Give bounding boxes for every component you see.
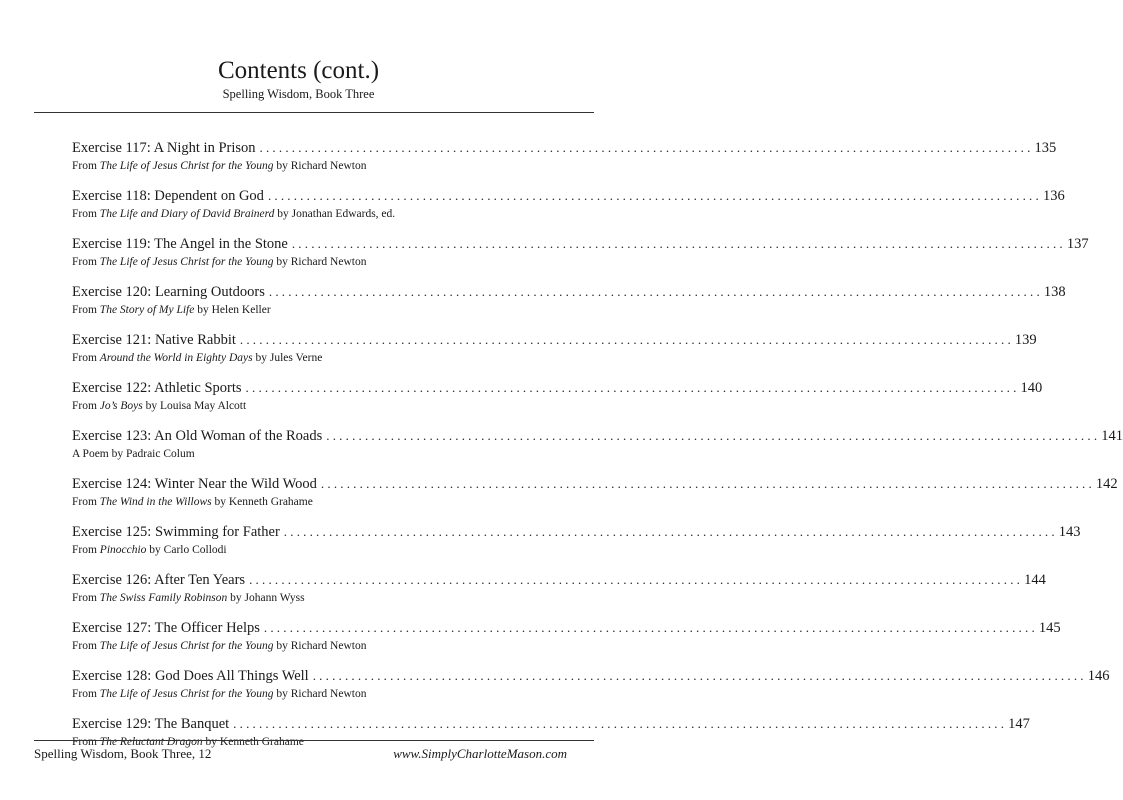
- dot-leader: ........................................................................................................................: [291, 236, 1066, 251]
- page-number: 135: [1034, 140, 1057, 156]
- source-line: [72, 543, 532, 557]
- toc-entry: [72, 668, 1110, 716]
- toc-entry: [72, 236, 1089, 284]
- dot-leader: ........................................................................................................................: [249, 572, 1024, 587]
- source-line: [72, 207, 532, 221]
- source-prefix: From: [72, 592, 100, 604]
- source-prefix: From: [72, 544, 100, 556]
- source-work-title: The Wind in the Willows: [99, 496, 212, 508]
- toc-entry-heading: [72, 716, 1030, 732]
- exercise-title: Exercise 128: God Does All Things Well: [72, 668, 309, 684]
- toc-entry: [72, 428, 1123, 476]
- footer-divider: [34, 740, 594, 741]
- source-work-title: The Reluctant Dragon: [99, 736, 203, 748]
- toc-entry: [72, 620, 1061, 668]
- dot-leader: ........................................................................................................................: [233, 716, 1008, 731]
- source-prefix: From: [72, 304, 100, 316]
- dot-leader: ........................................................................................................................: [283, 524, 1058, 539]
- exercise-title: Exercise 117: A Night in Prison: [72, 140, 256, 156]
- source-author: by Jonathan Edwards, ed.: [274, 208, 396, 220]
- toc-entry: [72, 188, 1065, 236]
- source-work-title: The Life of Jesus Christ for the Young: [99, 256, 274, 268]
- toc-entry-heading: [72, 188, 1065, 204]
- footer-website: www.SimplyCharlotteMason.com: [393, 746, 567, 761]
- toc-entry-heading: [72, 428, 1123, 444]
- toc-entry: [72, 284, 1066, 332]
- toc-entry-heading: [72, 332, 1037, 348]
- source-work-title: The Life and Diary of David Brainerd: [99, 208, 275, 220]
- source-author: by Richard Newton: [273, 160, 367, 172]
- source-prefix: From: [72, 400, 100, 412]
- source-work-title: Pinocchio: [99, 544, 147, 556]
- dot-leader: ........................................................................................................................: [259, 140, 1034, 155]
- source-prefix: From: [72, 208, 100, 220]
- toc-entry-heading: [72, 284, 1066, 300]
- page-number: 143: [1058, 524, 1081, 540]
- exercise-title: Exercise 118: Dependent on God: [72, 188, 264, 204]
- exercise-title: Exercise 121: Native Rabbit: [72, 332, 236, 348]
- source-line: [72, 639, 532, 653]
- source-prefix: From: [72, 496, 100, 508]
- exercise-title: Exercise 127: The Officer Helps: [72, 620, 260, 636]
- page-number: 140: [1020, 380, 1043, 396]
- source-work-title: Jo’s Boys: [99, 400, 143, 412]
- toc-entry-heading: [72, 620, 1061, 636]
- exercise-title: Exercise 120: Learning Outdoors: [72, 284, 265, 300]
- source-line: [72, 447, 532, 461]
- source-author: by Richard Newton: [273, 640, 367, 652]
- source-prefix: From: [72, 256, 100, 268]
- toc-entry-heading: [72, 236, 1089, 252]
- source-line: [72, 399, 532, 413]
- page-subtitle: Spelling Wisdom, Book Three: [222, 87, 375, 101]
- dot-leader: ........................................................................................................................: [268, 284, 1043, 299]
- toc-entry: [72, 140, 1057, 188]
- source-work-title: The Swiss Family Robinson: [99, 592, 228, 604]
- dot-leader: ........................................................................................................................: [267, 188, 1042, 203]
- page-number: 138: [1043, 284, 1066, 300]
- footer-page-label: Spelling Wisdom, Book Three, 12: [34, 746, 212, 761]
- source-work-title: The Life of Jesus Christ for the Young: [99, 640, 274, 652]
- dot-leader: ........................................................................................................................: [239, 332, 1014, 347]
- source-author: by Johann Wyss: [227, 592, 305, 604]
- toc-entry-heading: [72, 140, 1057, 156]
- source-line: [72, 255, 532, 269]
- source-line: [72, 687, 532, 701]
- source-author: by Carlo Collodi: [146, 544, 227, 556]
- source-author: by Richard Newton: [273, 256, 367, 268]
- source-prefix: From: [72, 352, 100, 364]
- exercise-title: Exercise 124: Winter Near the Wild Wood: [72, 476, 317, 492]
- page-title: Contents (cont.): [217, 57, 380, 84]
- toc-entry-heading: [72, 380, 1043, 396]
- dot-leader: ........................................................................................................................: [326, 428, 1101, 443]
- source-work-title: The Life of Jesus Christ for the Young: [99, 688, 274, 700]
- page-number: 144: [1024, 572, 1046, 588]
- page-number: 137: [1066, 236, 1089, 252]
- toc-entry: [72, 476, 1118, 524]
- dot-leader: ........................................................................................................................: [263, 620, 1038, 635]
- source-author: by Richard Newton: [273, 688, 367, 700]
- exercise-title: Exercise 129: The Banquet: [72, 716, 230, 732]
- toc-entry-heading: [72, 524, 1081, 540]
- page-number: 145: [1038, 620, 1061, 636]
- source-author: by Louisa May Alcott: [142, 400, 247, 412]
- toc-entry: [72, 572, 1046, 620]
- header-divider: [34, 112, 594, 113]
- source-prefix: From: [72, 160, 100, 172]
- page-number: 146: [1087, 668, 1110, 684]
- source-prefix: From: [72, 688, 100, 700]
- dot-leader: ........................................................................................................................: [245, 380, 1020, 395]
- page-number: 136: [1042, 188, 1065, 204]
- page-number: 141: [1101, 428, 1123, 444]
- toc-entry-heading: [72, 572, 1046, 588]
- dot-leader: ........................................................................................................................: [312, 668, 1087, 683]
- source-prefix: From: [72, 640, 100, 652]
- dot-leader: ........................................................................................................................: [320, 476, 1095, 491]
- toc-entry: [72, 332, 1037, 380]
- page-number: 139: [1014, 332, 1037, 348]
- source-line: [72, 303, 532, 317]
- toc-entry-heading: [72, 476, 1118, 492]
- source-work-title: The Life of Jesus Christ for the Young: [99, 160, 274, 172]
- source-line: [72, 159, 532, 173]
- source-author: by Kenneth Grahame: [202, 736, 304, 748]
- toc-entry: [72, 380, 1043, 428]
- source-author: by Jules Verne: [252, 352, 323, 364]
- source-work-title: The Story of My Life: [99, 304, 195, 316]
- exercise-title: Exercise 126: After Ten Years: [72, 572, 246, 588]
- toc-entry-heading: [72, 668, 1110, 684]
- toc-entry: [72, 524, 1081, 572]
- exercise-title: Exercise 119: The Angel in the Stone: [72, 236, 288, 252]
- source-line: [72, 495, 532, 509]
- exercise-title: Exercise 125: Swimming for Father: [72, 524, 280, 540]
- source-line: [72, 351, 532, 365]
- source-line: [72, 591, 532, 605]
- exercise-title: Exercise 123: An Old Woman of the Roads: [72, 428, 323, 444]
- source-prefix: From: [72, 736, 100, 748]
- contents-list: [72, 140, 1123, 764]
- page-number: 142: [1095, 476, 1118, 492]
- page-number: 147: [1008, 716, 1030, 732]
- source-prefix: A Poem by Padraic Colum: [72, 448, 195, 460]
- source-author: by Kenneth Grahame: [211, 496, 313, 508]
- exercise-title: Exercise 122: Athletic Sports: [72, 380, 242, 396]
- source-work-title: Around the World in Eighty Days: [99, 352, 253, 364]
- source-author: by Helen Keller: [194, 304, 271, 316]
